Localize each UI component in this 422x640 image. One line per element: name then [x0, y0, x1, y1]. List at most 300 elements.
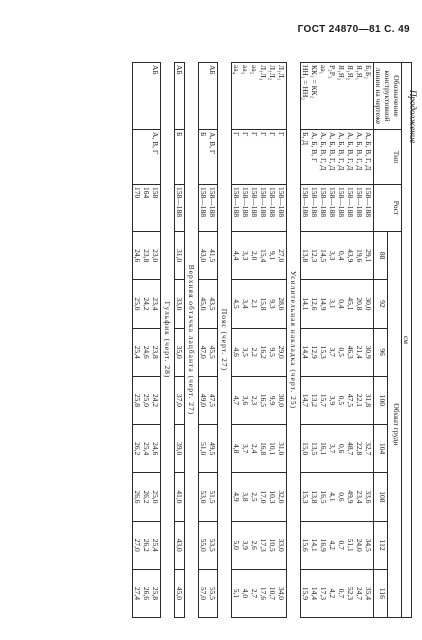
height-cell: [175, 185, 185, 232]
measurement-value: 32,7: [364, 442, 373, 456]
measurement-value: 2,4: [250, 443, 259, 454]
measurement-value: 43,0: [199, 249, 208, 263]
measurement-value: 4,2: [328, 540, 337, 550]
measurement-value: 26,2: [133, 442, 142, 456]
height-value: 158—188: [268, 187, 277, 217]
continuation-label: Продолжение: [408, 90, 418, 144]
type-value: А, Б, В, Г, Д: [337, 132, 346, 171]
measurement-value: 0,7: [337, 540, 346, 550]
data-block-row: [133, 63, 161, 618]
measurement-value: 12,6: [310, 297, 319, 311]
measurement-value: 14,4: [310, 586, 319, 600]
measurement-value: 14,4: [301, 345, 310, 359]
measurement-value: 3,7: [241, 443, 250, 454]
measurement-value: 22,8: [355, 442, 364, 456]
type-value: Г: [250, 132, 259, 137]
type-value: Б: [199, 132, 208, 137]
measurement-value: 29,0: [277, 345, 286, 359]
designation-value: АБ: [208, 65, 217, 75]
size-table: [132, 62, 412, 618]
type-value: Г: [232, 132, 241, 137]
designation-value: Л₁Л₃: [259, 65, 268, 81]
height-value: 158—188: [241, 187, 250, 217]
designation-value: Я₁Я₂: [346, 65, 355, 81]
section-row: [218, 63, 232, 618]
measurement-value: 28,0: [277, 297, 286, 311]
chest-size-116: 116: [374, 569, 388, 617]
measurement-value: 49,5: [208, 442, 217, 456]
measurement-value: 16,5: [319, 490, 328, 504]
measurement-value: 4,5: [232, 299, 241, 309]
measurement-value: 27,0: [277, 249, 286, 263]
measurement-value: 13,8: [301, 249, 310, 263]
measurement-value: 0,5: [337, 395, 346, 406]
measurement-value: 33,0: [277, 538, 286, 552]
size-108-cell: [232, 473, 287, 521]
measurement-value: 13,5: [310, 442, 319, 456]
measurement-value: 46,3: [346, 345, 355, 359]
height-value: 158—188: [232, 187, 241, 217]
type-value: Б, Д: [301, 132, 310, 146]
measurement-value: 14,7: [301, 393, 310, 407]
data-block-row: [301, 63, 374, 618]
measurement-value: 15,8: [259, 297, 268, 311]
height-value: 158—188: [310, 187, 319, 217]
measurement-value: 4,4: [232, 250, 241, 261]
measurement-value: 4,1: [328, 492, 337, 502]
measurement-value: 0,5: [337, 347, 346, 357]
measurement-value: 53,5: [208, 538, 217, 552]
measurement-value: 33,6: [364, 490, 373, 504]
type-value: А, Б, В, Г, Д: [319, 132, 328, 171]
measurement-value: 43,9: [346, 249, 355, 263]
measurement-value: 0,4: [337, 299, 346, 309]
measurement-value: 0,7: [337, 588, 346, 599]
size-104-cell: [232, 425, 287, 473]
designation-cell: [301, 63, 374, 130]
type-value: Г: [259, 132, 268, 137]
measurement-value: 4,7: [232, 395, 241, 406]
measurement-value: 35,0: [175, 345, 184, 359]
measurement-value: 24,2: [142, 297, 151, 311]
type-cell: [301, 130, 374, 185]
measurement-value: 30,0: [364, 297, 373, 311]
height-value: 158: [151, 187, 160, 199]
measurement-value: 45,0: [175, 586, 184, 600]
type-value: Г: [268, 132, 277, 137]
measurement-value: 10,1: [268, 442, 277, 456]
section-title: Гульфик (черт. 28): [161, 63, 175, 618]
size-100-cell: [232, 376, 287, 424]
type-value: Г: [241, 132, 250, 137]
measurement-value: 23,4: [355, 490, 364, 504]
measurement-value: 25,8: [133, 393, 142, 407]
measurement-value: 43,0: [175, 538, 184, 552]
type-value: А, В, Г: [151, 132, 160, 155]
measurement-value: 9,1: [268, 250, 277, 261]
type-cell: [175, 130, 185, 185]
measurement-value: 17,3: [259, 538, 268, 552]
measurement-value: 10,3: [268, 490, 277, 504]
designation-value: Я₁Я₁: [355, 65, 364, 81]
height-value: 158—188: [301, 187, 310, 217]
type-cell: [199, 130, 218, 185]
measurement-value: 24,0: [355, 538, 364, 552]
measurement-value: 43,5: [208, 297, 217, 311]
designation-value: Б₁Б₂: [364, 65, 373, 79]
size-100-cell: [133, 376, 161, 424]
measurement-value: 2,1: [250, 299, 259, 309]
measurement-value: 0,6: [337, 492, 346, 502]
col-height-header: Рост: [374, 185, 402, 232]
size-112-cell: [232, 521, 287, 569]
measurement-value: 32,0: [277, 490, 286, 504]
measurement-value: 27,4: [133, 586, 142, 600]
measurement-value: 9,5: [268, 347, 277, 357]
measurement-value: 51,1: [346, 538, 355, 552]
measurement-value: 3,1: [328, 299, 337, 309]
measurement-value: 15,7: [319, 393, 328, 407]
height-cell: [133, 185, 161, 232]
designation-value: АБ: [151, 65, 160, 75]
height-cell: [199, 185, 218, 232]
measurement-value: 30,0: [277, 393, 286, 407]
chest-size-96: 96: [374, 328, 388, 376]
chest-size-108: 108: [374, 473, 388, 521]
measurement-value: 39,0: [175, 442, 184, 456]
measurement-value: 3,3: [241, 250, 250, 261]
measurement-value: 3,7: [328, 443, 337, 454]
height-value: 158—188: [199, 187, 208, 217]
measurement-value: 55,5: [208, 586, 217, 600]
designation-value: [199, 65, 208, 127]
size-112-cell: [175, 521, 185, 569]
measurement-value: 24,7: [355, 586, 364, 600]
size-108-cell: [133, 473, 161, 521]
measurement-value: 2,3: [250, 395, 259, 406]
measurement-value: 45,1: [346, 297, 355, 311]
measurement-value: 47,5: [208, 393, 217, 407]
height-cell: [232, 185, 287, 232]
measurement-value: 49,9: [346, 490, 355, 504]
measurement-value: 31,8: [364, 393, 373, 407]
measurement-value: 33,0: [175, 297, 184, 311]
measurement-value: 23,0: [151, 249, 160, 263]
measurement-value: 25,8: [151, 586, 160, 600]
designation-value: [142, 65, 151, 127]
measurement-value: 16,8: [259, 442, 268, 456]
height-value: 158—188: [208, 187, 217, 217]
designation-value: Л₁Л₁: [277, 65, 286, 81]
designation-value: Я₁Я₃: [337, 65, 346, 81]
measurement-value: 17,6: [259, 586, 268, 600]
type-value: А, Б, В, Г, Д: [364, 132, 373, 171]
size-112-cell: [133, 521, 161, 569]
measurement-value: 21,4: [355, 345, 364, 359]
type-cell: [133, 130, 161, 185]
type-value: А, Б, В, Г, Д: [355, 132, 364, 171]
measurement-value: 15,3: [319, 345, 328, 359]
height-cell: [301, 185, 374, 232]
measurement-value: 9,3: [268, 299, 277, 309]
measurement-value: 24,6: [151, 442, 160, 456]
size-100-cell: [199, 376, 218, 424]
measurement-value: 2,6: [250, 540, 259, 550]
height-value: 158—188: [250, 187, 259, 217]
designation-value: аа₄: [232, 65, 241, 75]
unit-label: см: [402, 63, 412, 618]
measurement-value: 52,3: [346, 586, 355, 600]
measurement-value: 14,9: [319, 297, 328, 311]
measurement-value: 3,4: [241, 299, 250, 309]
measurement-value: 25,4: [142, 442, 151, 456]
measurement-value: 45,5: [208, 345, 217, 359]
measurement-value: 25,4: [133, 345, 142, 359]
designation-value: Л₁Л₂: [268, 65, 277, 81]
size-88-cell: [232, 232, 287, 280]
designation-value: [133, 65, 142, 127]
measurement-value: 16,1: [319, 442, 328, 456]
measurement-value: 2,2: [250, 347, 259, 357]
size-116-cell: [301, 569, 374, 617]
height-value: 158—188: [346, 187, 355, 217]
measurement-value: 4,6: [232, 347, 241, 357]
measurement-value: 30,9: [364, 345, 373, 359]
measurement-value: 26,2: [142, 490, 151, 504]
measurement-value: 17,3: [319, 586, 328, 600]
measurement-value: 47,0: [199, 345, 208, 359]
measurement-value: 0,4: [337, 250, 346, 261]
measurement-value: 3,8: [241, 492, 250, 502]
measurement-value: 55,0: [199, 538, 208, 552]
size-96-cell: [232, 328, 287, 376]
measurement-value: 2,5: [250, 492, 259, 502]
measurement-value: 15,9: [301, 586, 310, 600]
table-body: [133, 63, 374, 618]
size-96-cell: [133, 328, 161, 376]
size-100-cell: [301, 376, 374, 424]
chest-size-88: 88: [374, 232, 388, 280]
measurement-value: 5,1: [232, 588, 241, 599]
measurement-value: 23,8: [142, 249, 151, 263]
chest-size-92: 92: [374, 280, 388, 328]
size-116-cell: [232, 569, 287, 617]
height-value: 158—188: [175, 187, 184, 217]
size-116-cell: [175, 569, 185, 617]
measurement-value: 51,0: [199, 442, 208, 456]
measurement-value: 31,0: [175, 249, 184, 263]
measurement-value: 24,6: [142, 345, 151, 359]
size-104-cell: [175, 425, 185, 473]
designation-value: Р₂Р₃: [328, 65, 337, 79]
size-92-cell: [175, 280, 185, 328]
type-cell: [232, 130, 287, 185]
designation-cell: [133, 63, 161, 130]
size-88-cell: [133, 232, 161, 280]
col-designation-header: Обозначение конструктивной линии на чертеже: [374, 63, 402, 130]
type-value: [142, 132, 151, 182]
measurement-value: 14,1: [301, 297, 310, 311]
designation-value: НН₁ = НН₂: [301, 65, 310, 100]
height-value: 158—188: [355, 187, 364, 217]
measurement-value: 15,0: [301, 442, 310, 456]
measurement-value: 48,7: [346, 442, 355, 456]
height-value: 158—188: [337, 187, 346, 217]
measurement-value: 3,7: [328, 347, 337, 357]
size-112-cell: [301, 521, 374, 569]
type-value: А, Б, В, Г: [310, 132, 319, 163]
measurement-value: 27,0: [133, 538, 142, 552]
measurement-value: 45,0: [199, 297, 208, 311]
page-header: ГОСТ 24870—81 С. 49: [297, 24, 410, 35]
measurement-value: 16,9: [319, 538, 328, 552]
measurement-value: 22,1: [355, 393, 364, 407]
size-88-cell: [301, 232, 374, 280]
measurement-value: 4,0: [241, 588, 250, 599]
measurement-value: 25,0: [151, 490, 160, 504]
measurement-value: 2,0: [250, 250, 259, 261]
section-row: [185, 63, 199, 618]
size-112-cell: [199, 521, 218, 569]
size-104-cell: [301, 425, 374, 473]
section-row: [287, 63, 301, 618]
size-96-cell: [199, 328, 218, 376]
height-value: 158—188: [277, 187, 286, 217]
type-value: Б: [175, 132, 184, 137]
height-value: 158—188: [259, 187, 268, 217]
measurement-value: 10,5: [268, 538, 277, 552]
size-92-cell: [301, 280, 374, 328]
type-value: А, В, Г: [208, 132, 217, 155]
size-108-cell: [199, 473, 218, 521]
designation-value: аа₂: [250, 65, 259, 75]
size-96-cell: [175, 328, 185, 376]
measurement-value: 51,5: [208, 490, 217, 504]
chest-size-100: 100: [374, 376, 388, 424]
measurement-value: 26,6: [142, 586, 151, 600]
measurement-value: 23,8: [151, 345, 160, 359]
designation-value: КК₁ = КК₂: [310, 65, 319, 99]
size-104-cell: [199, 425, 218, 473]
size-104-cell: [133, 425, 161, 473]
size-96-cell: [301, 328, 374, 376]
designation-value: аа₁: [319, 65, 328, 75]
chest-girth-header: Обхват груди: [388, 232, 402, 618]
data-block-row: [232, 63, 287, 618]
type-value: [133, 132, 142, 182]
measurement-value: 20,8: [355, 297, 364, 311]
size-108-cell: [175, 473, 185, 521]
size-88-cell: [199, 232, 218, 280]
measurement-value: 26,2: [142, 538, 151, 552]
height-value: 158—188: [328, 187, 337, 217]
measurement-value: 23,4: [151, 297, 160, 311]
measurement-value: 53,0: [199, 490, 208, 504]
measurement-value: 26,6: [133, 490, 142, 504]
measurement-value: 12,3: [310, 249, 319, 263]
height-value: 158—188: [364, 187, 373, 217]
measurement-value: 35,4: [364, 586, 373, 600]
data-block-row: [175, 63, 185, 618]
measurement-value: 34,5: [364, 538, 373, 552]
measurement-value: 13,2: [310, 393, 319, 407]
measurement-value: 3,5: [241, 347, 250, 357]
chest-size-112: 112: [374, 521, 388, 569]
measurement-value: 9,9: [268, 395, 277, 406]
height-value: 158—188: [319, 187, 328, 217]
size-108-cell: [301, 473, 374, 521]
measurement-value: 3,3: [328, 250, 337, 261]
measurement-value: 47,5: [346, 393, 355, 407]
measurement-value: 25,0: [133, 297, 142, 311]
type-value: Г: [277, 132, 286, 137]
measurement-value: 3,9: [328, 395, 337, 406]
measurement-value: 37,0: [175, 393, 184, 407]
measurement-value: 24,2: [151, 393, 160, 407]
measurement-value: 4,2: [328, 588, 337, 599]
measurement-value: 3,9: [241, 540, 250, 550]
size-92-cell: [199, 280, 218, 328]
chest-size-104: 104: [374, 425, 388, 473]
col-type-header: Тип: [374, 130, 402, 185]
measurement-value: 2,7: [250, 588, 259, 599]
designation-cell: [199, 63, 218, 130]
measurement-value: 12,9: [310, 345, 319, 359]
measurement-value: 31,0: [277, 442, 286, 456]
measurement-value: 24,6: [133, 249, 142, 263]
designation-value: аа₃: [241, 65, 250, 75]
measurement-value: 13,8: [310, 490, 319, 504]
height-value: 170: [133, 187, 142, 199]
measurement-value: 5,0: [232, 540, 241, 550]
measurement-value: 15,3: [301, 490, 310, 504]
size-116-cell: [133, 569, 161, 617]
size-92-cell: [133, 280, 161, 328]
measurement-value: 15,6: [301, 538, 310, 552]
designation-cell: [175, 63, 185, 130]
section-title: Верхняя обтачка лацбанта (черт. 27): [185, 63, 199, 618]
rotated-table-container: [18, 62, 412, 618]
measurement-value: 10,7: [268, 586, 277, 600]
measurement-value: 14,5: [319, 249, 328, 263]
data-block-row: [199, 63, 218, 618]
size-100-cell: [175, 376, 185, 424]
section-title: Пояс (черт. 27): [218, 63, 232, 618]
measurement-value: 3,6: [241, 395, 250, 406]
measurement-value: 41,5: [208, 249, 217, 263]
measurement-value: 15,4: [259, 249, 268, 263]
measurement-value: 4,8: [232, 443, 241, 454]
type-value: А, Б, В, Г, Д: [346, 132, 355, 171]
section-row: [161, 63, 175, 618]
measurement-value: 29,1: [364, 249, 373, 263]
measurement-value: 17,0: [259, 490, 268, 504]
measurement-value: 16,2: [259, 345, 268, 359]
measurement-value: 25,0: [142, 393, 151, 407]
measurement-value: 19,6: [355, 249, 364, 263]
measurement-value: 4,9: [232, 492, 241, 502]
designation-value: АБ: [175, 65, 184, 75]
measurement-value: 41,0: [175, 490, 184, 504]
measurement-value: 0,6: [337, 443, 346, 454]
measurement-value: 57,0: [199, 586, 208, 600]
designation-cell: [232, 63, 287, 130]
section-title: Усилительная накладка (черт. 25): [287, 63, 301, 618]
measurement-value: 25,4: [151, 538, 160, 552]
measurement-value: 49,0: [199, 393, 208, 407]
size-116-cell: [199, 569, 218, 617]
measurement-value: 34,0: [277, 586, 286, 600]
